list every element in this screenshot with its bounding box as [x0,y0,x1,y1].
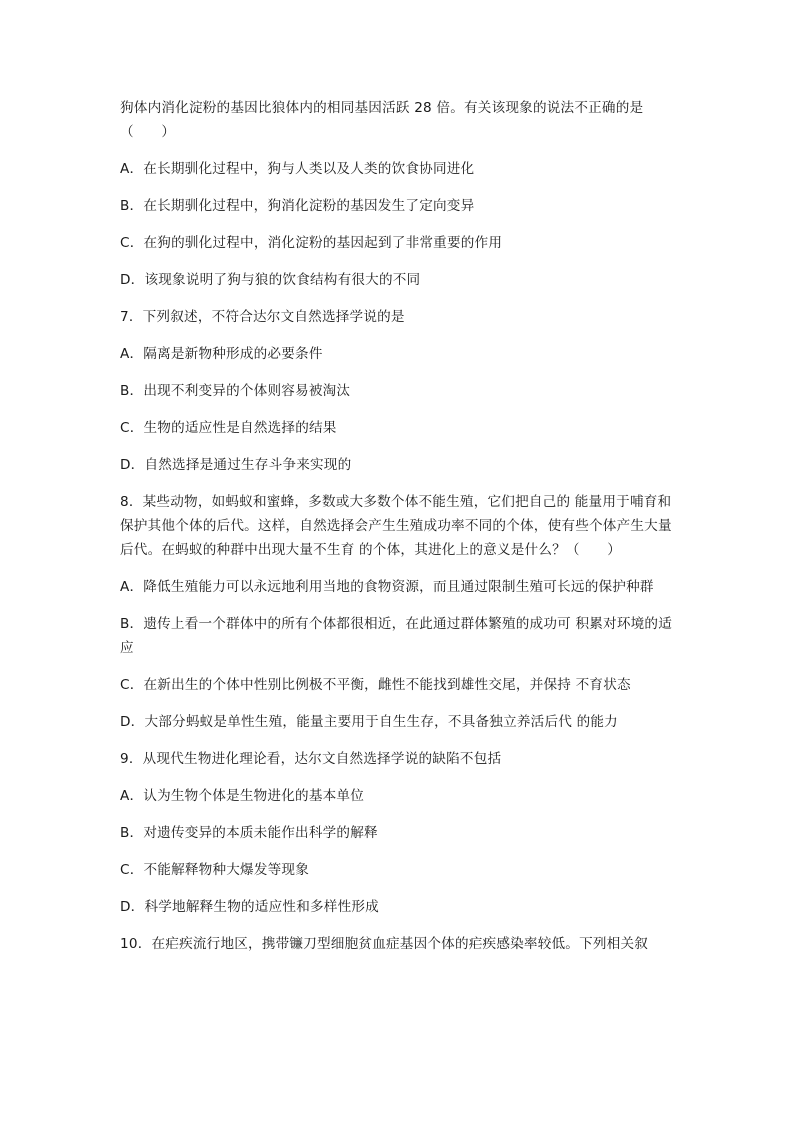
question-6-option-a: A．在长期驯化过程中，狗与人类以及人类的饮食协同进化 [120,161,475,177]
question-7-option-d: D．自然选择是通过生存斗争来实现的 [120,457,352,473]
question-9-option-d: D．科学地解释生物的适应性和多样性形成 [120,899,379,915]
question-9-option-b: B．对遗传变异的本质未能作出科学的解释 [120,825,378,841]
question-7-stem: 7．下列叙述，不符合达尔文自然选择学说的是 [120,309,405,325]
question-7-option-b: B．出现不利变异的个体则容易被淘汰 [120,383,351,399]
question-8-option-d: D．大部分蚂蚁是单性生殖，能量主要用于自生生存，不具备独立养活后代 的能力 [120,714,618,730]
question-9-option-a: A．认为生物个体是生物进化的基本单位 [120,788,364,804]
question-6-stem: 狗体内消化淀粉的基因比狼体内的相同基因活跃 28 倍。有关该现象的说法不正确的是（ ） [120,100,644,140]
document-body [120,96,676,969]
question-9-option-c: C．不能解释物种大爆发等现象 [120,862,310,878]
question-8-option-b: B．遗传上看一个群体中的所有个体都很相近，在此通过群体繁殖的成功可 积累对环境的适应 [120,616,672,656]
question-8-option-a: A．降低生殖能力可以永远地利用当地的食物资源，而且通过限制生殖可长远的保护种群 [120,579,654,595]
question-6-option-c: C．在狗的驯化过程中，消化淀粉的基因起到了非常重要的作用 [120,235,503,251]
question-9-stem: 9．从现代生物进化理论看，达尔文自然选择学说的缺陷不包括 [120,751,502,767]
question-8-stem: 8．某些动物，如蚂蚁和蜜蜂，多数或大多数个体不能生殖，它们把自己的 能量用于哺育和保护其他个体的后代。这样，自然选择会产生生殖成功率不同的个体，使有些个体产生大量后代。在蚂蚁的种群中出现大量不生育 的个体，其进化上的意义是什么？（ ） [120,494,672,558]
question-7-option-a: A．隔离是新物种形成的必要条件 [120,346,323,362]
question-7-option-c: C．生物的适应性是自然选择的结果 [120,420,337,436]
question-6-option-b: B．在长期驯化过程中，狗消化淀粉的基因发生了定向变异 [120,198,475,214]
question-8-option-c: C．在新出生的个体中性别比例极不平衡，雌性不能找到雄性交尾，并保持 不育状态 [120,677,631,693]
question-10-stem: 10．在疟疾流行地区，携带镰刀型细胞贫血症基因个体的疟疾感染率较低。下列相关叙 [120,936,649,952]
question-6-option-d: D．该现象说明了狗与狼的饮食结构有很大的不同 [120,272,421,288]
